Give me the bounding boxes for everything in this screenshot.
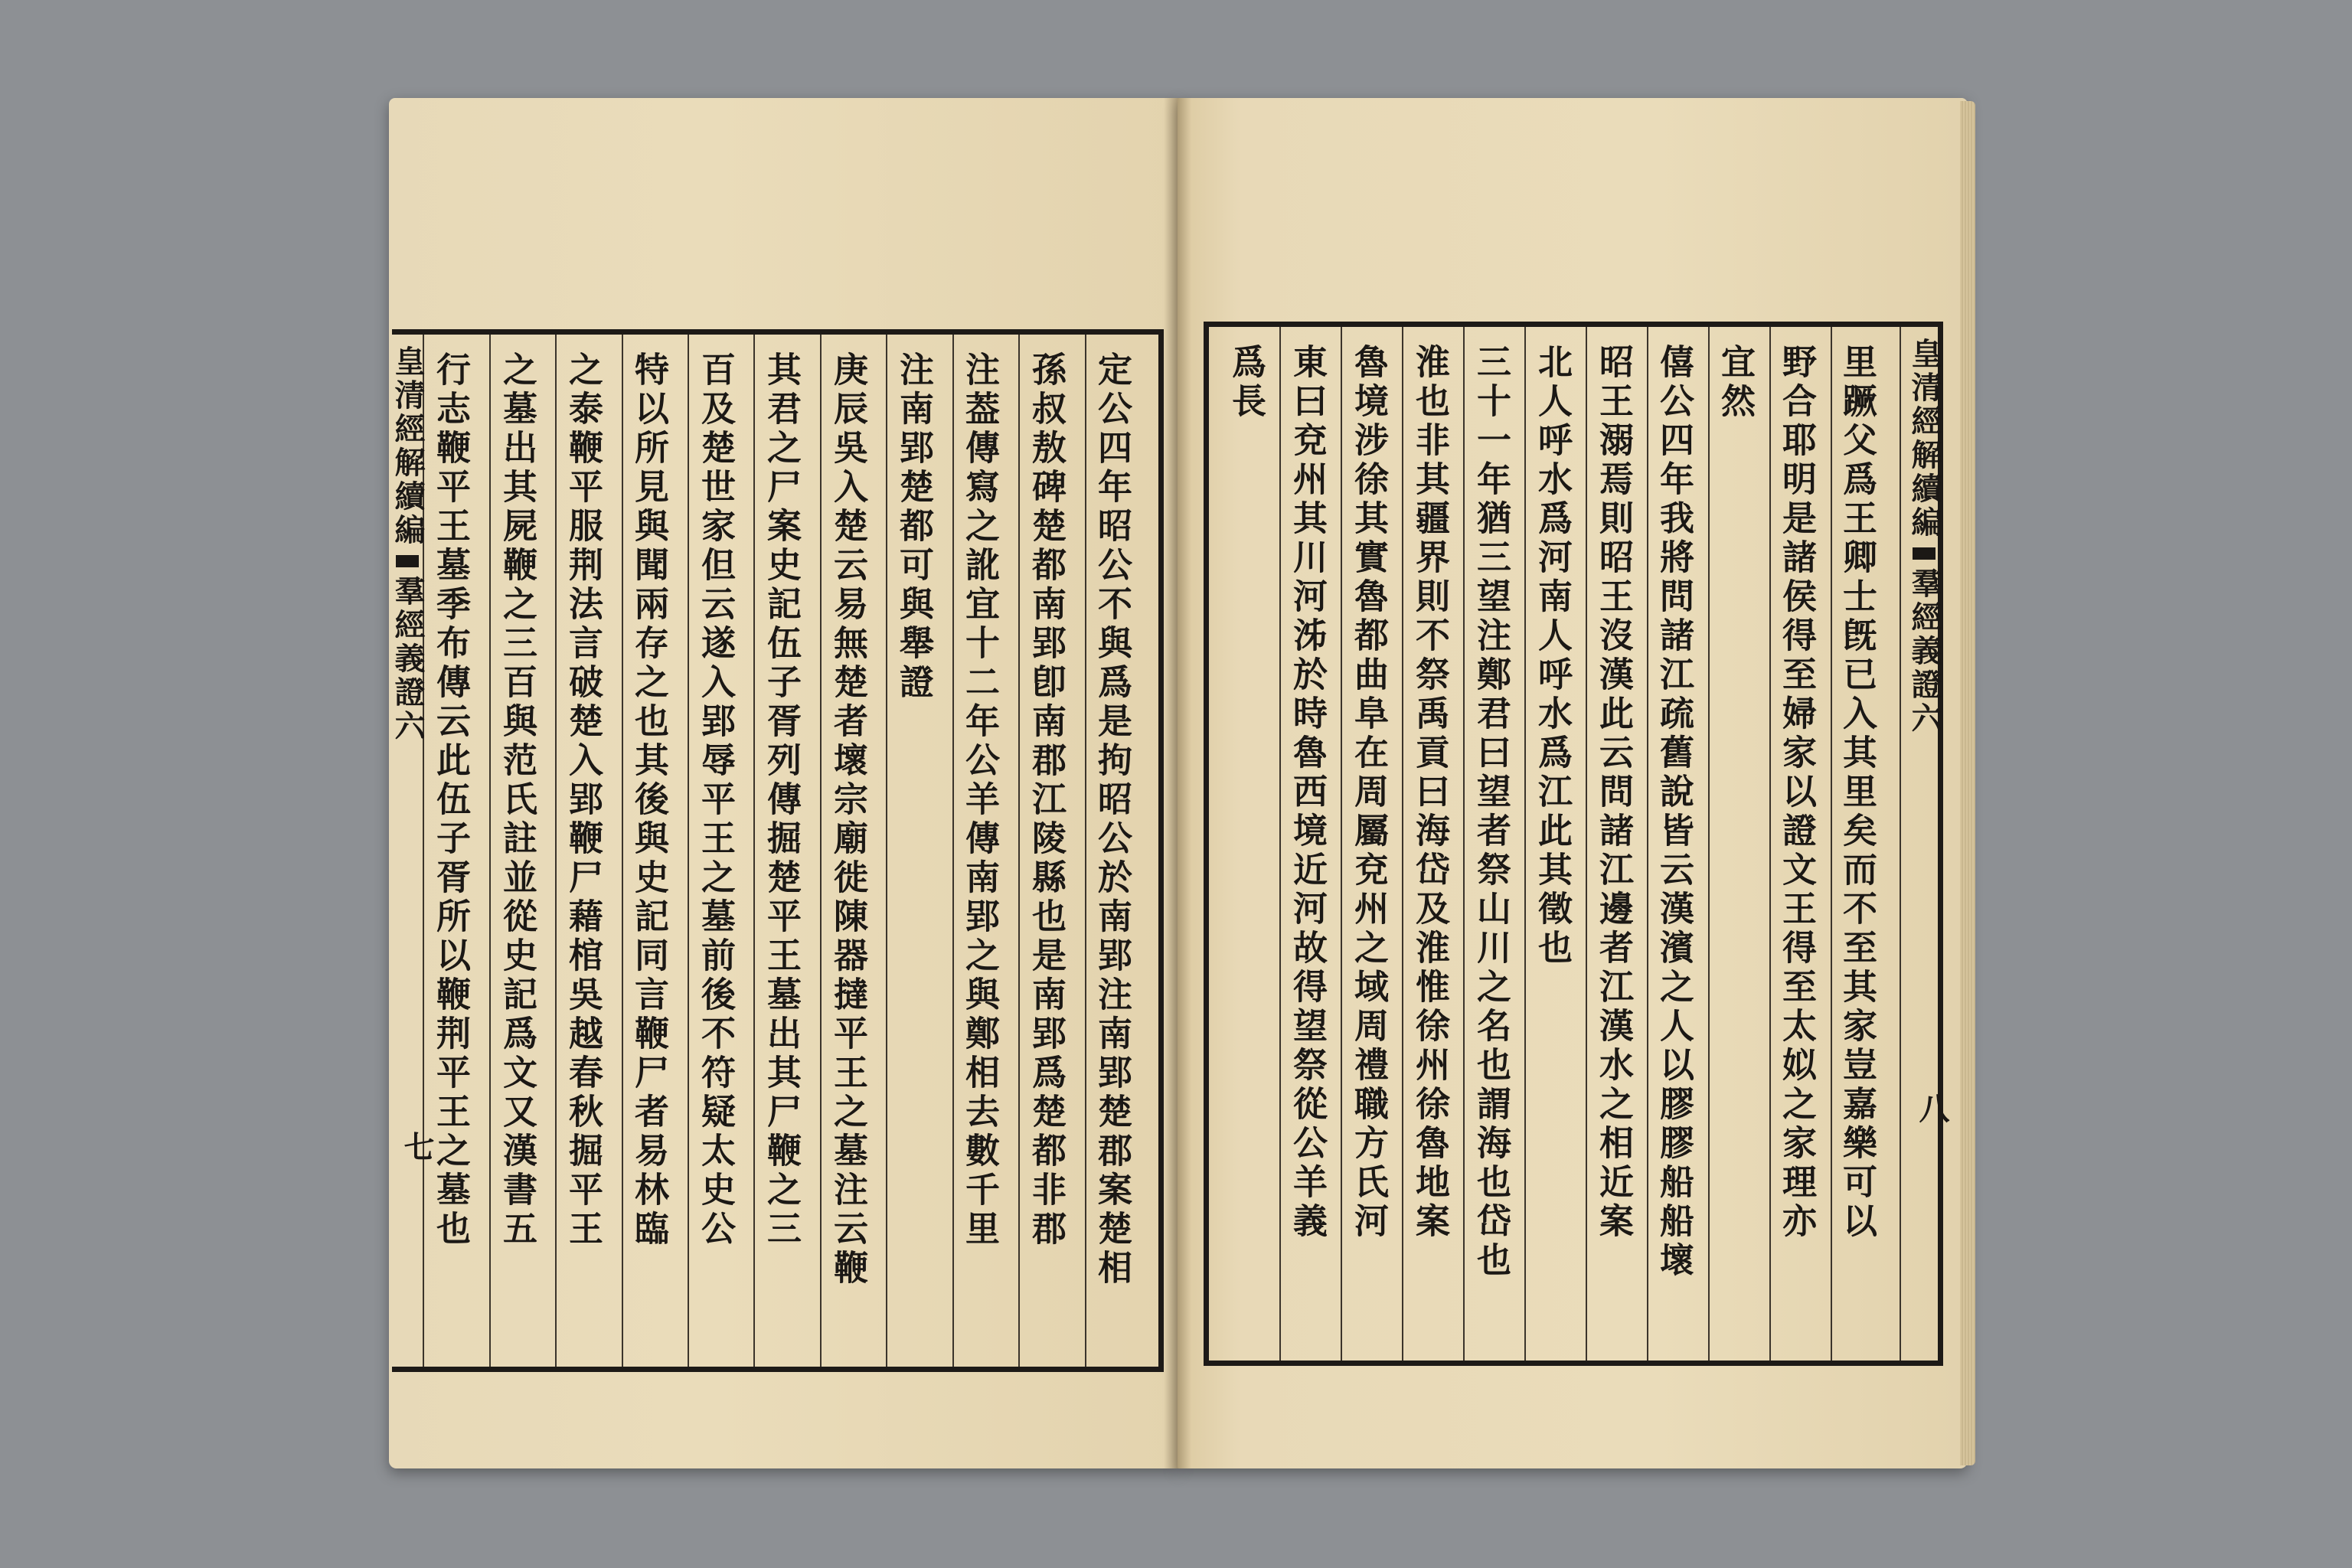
folio-number: 八 <box>1914 1093 1950 1123</box>
text-column: 之泰鞭平服荆法言破楚入郢鞭尸藉棺吳越春秋掘平王 <box>563 351 603 1250</box>
text-column: 百及楚世家但云遂入郢辱平王之墓前後不符疑太史公 <box>695 351 736 1250</box>
text-column: 僖公四年我將問諸江疏舊說皆云漢濱之人以膠膠船船壞 <box>1654 344 1694 1281</box>
text-column: 淮也非其疆界則不祭禹貢曰海岱及淮惟徐州徐魯地案 <box>1410 344 1450 1242</box>
text-column: 定公四年昭公不與爲是拘昭公於南郢注南郢楚郡案楚相 <box>1092 351 1132 1289</box>
center-margin-strip <box>1906 327 1942 1361</box>
text-column: 其君之尸案史記伍子胥列傳掘楚平王墓出其尸鞭之三 <box>761 351 802 1250</box>
margin-title: 皇清經解續編 <box>390 345 426 547</box>
margin-section: 羣經義證六 <box>390 575 426 743</box>
margin-section: 羣經義證六 <box>1906 567 1942 736</box>
text-column: 孫叔敖碑楚都南郢卽南郡江陵縣也是南郢爲楚都非郡 <box>1026 351 1067 1250</box>
text-column: 爲長 <box>1226 344 1266 422</box>
text-column: 里蹶父爲王卿士旣已入其里矣而不至其家豈嘉樂可以 <box>1837 344 1877 1242</box>
text-column: 注葢傳寫之訛宜十二年公羊傳南郢之與鄭相去數千里 <box>959 351 1000 1250</box>
text-column: 野合耶明是諸侯得至婦家以證文王得至太姒之家理亦 <box>1776 344 1817 1242</box>
margin-title: 皇清經解續編 <box>1906 338 1942 540</box>
text-column: 三十一年猶三望注鄭君曰望者祭山川之名也謂海也岱也 <box>1471 344 1511 1281</box>
text-column: 庚辰吳入楚云易無楚者壞宗廟徙陳器撻平王之墓注云鞭 <box>828 351 868 1289</box>
page-edges <box>1960 101 1975 1465</box>
text-column: 之墓出其屍鞭之三百與范氏註並從史記爲文又漢書五 <box>497 351 537 1250</box>
fold-mark-icon <box>396 555 419 567</box>
text-column: 東曰兗州其川河泲於時魯西境近河故得望祭從公羊義 <box>1287 344 1328 1242</box>
text-column: 宜然 <box>1715 344 1756 422</box>
fold-mark-icon <box>1913 547 1936 560</box>
text-column: 昭王溺焉則昭王沒漢此云問諸江邊者江漢水之相近案 <box>1593 344 1634 1242</box>
text-column: 注南郢楚都可與舉證 <box>893 351 934 703</box>
text-column: 行志鞭平王墓季布傳云此伍子胥所以鞭荆平王之墓也 <box>430 351 471 1250</box>
text-column: 特以所見與聞兩存之也其後與史記同言鞭尸者易林臨 <box>629 351 669 1250</box>
center-margin-strip <box>390 335 426 1367</box>
folio-number: 七 <box>399 1131 435 1161</box>
right-text-block <box>1204 322 1950 1366</box>
book-gutter <box>1164 98 1191 1468</box>
text-column: 魯境涉徐其實魯都曲阜在周屬兗州之域周禮職方氏河 <box>1348 344 1389 1242</box>
text-column: 北人呼水爲河南人呼水爲江此其徵也 <box>1532 344 1573 969</box>
left-text-block <box>392 329 1164 1372</box>
